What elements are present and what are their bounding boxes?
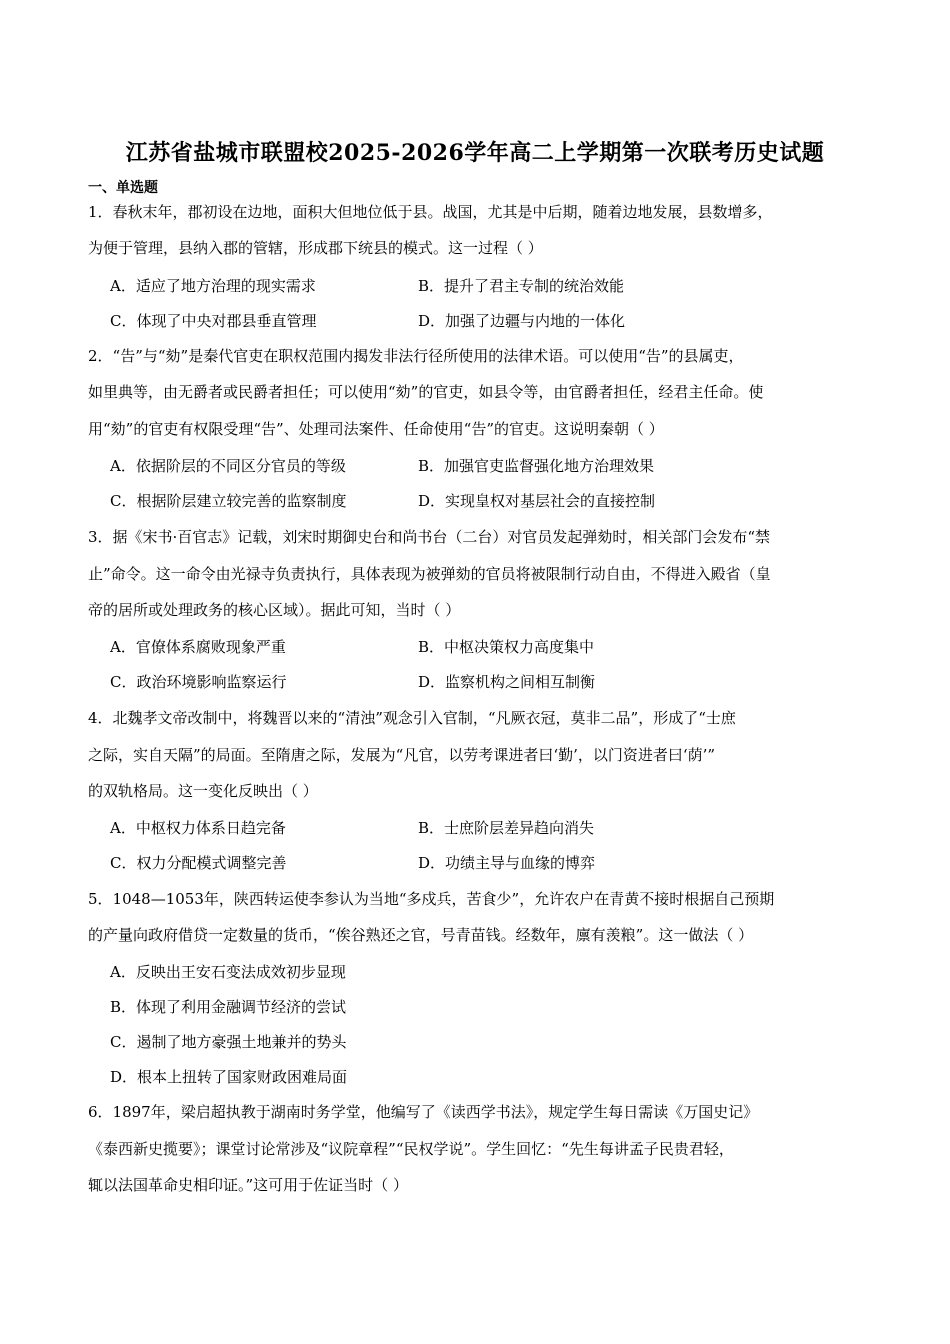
question-4-option-a: A．中枢权力体系日趋完备	[110, 819, 286, 837]
question-2-option-b: B．加强官吏监督强化地方治理效果	[418, 457, 655, 475]
question-4-line-1: 4．北魏孝文帝改制中，将魏晋以来的“清浊”观念引入官制，“凡厥衣冠，莫非二品”，形成了“士庶	[88, 709, 736, 727]
question-6-line-3: 辄以法国革命史相印证。”这可用于佐证当时（ ）	[88, 1176, 408, 1194]
question-6-line-2: 《泰西新史揽要》；课堂讨论常涉及“议院章程”“民权学说”。学生回忆：“先生每讲孟子民贵君轻，	[88, 1140, 734, 1158]
question-1-option-d: D．加强了边疆与内地的一体化	[418, 312, 626, 330]
question-2-line-3: 用“劾”的官吏有权限受理“告”、处理司法案件、任命使用“告”的官吏。这说明秦朝（ ）	[88, 420, 664, 438]
question-3-option-a: A．官僚体系腐败现象严重	[110, 638, 286, 656]
question-2-line-1: 2．“告”与“劾”是秦代官吏在职权范围内揭发非法行径所使用的法律术语。可以使用“告”的县属吏，	[88, 347, 744, 365]
question-5-line-1: 5．1048—1053年，陕西转运使李参认为当地“多戍兵，苦食少”，允许农户在青黄不接时根据自己预期	[88, 890, 775, 908]
question-4-option-c: C．权力分配模式调整完善	[110, 854, 287, 872]
question-2-line-2: 如里典等，由无爵者或民爵者担任；可以使用“劾”的官吏，如县令等，由官爵者担任，经君主任命。使	[88, 383, 764, 401]
question-4-option-d: D．功绩主导与血缘的博弈	[418, 854, 596, 872]
question-3-line-2: 止”命令。这一命令由光禄寺负责执行，具体表现为被弹劾的官员将被限制行动自由，不得进入殿省（皇	[88, 565, 771, 583]
question-5-line-2: 的产量向政府借贷一定数量的货币，“俟谷熟还之官，号青苗钱。经数年，廪有羡粮”。这一做法（ ）	[88, 926, 754, 944]
question-2-option-c: C．根据阶层建立较完善的监察制度	[110, 492, 347, 510]
exam-title: 江苏省盐城市联盟校2025-2026学年高二上学期第一次联考历史试题	[125, 140, 825, 166]
question-3-option-d: D．监察机构之间相互制衡	[418, 673, 596, 691]
question-1-line-1: 1．春秋末年，郡初设在边地，面积大但地位低于县。战国，尤其是中后期，随着边地发展，县数增多，	[88, 203, 773, 221]
question-2-option-a: A．依据阶层的不同区分官员的等级	[110, 457, 346, 475]
question-1-option-b: B．提升了君主专制的统治效能	[418, 277, 625, 295]
question-4-line-3: 的双轨格局。这一变化反映出（ ）	[88, 782, 318, 800]
question-3-line-3: 帝的居所或处理政务的核心区域）。据此可知，当时（ ）	[88, 601, 461, 619]
question-5-option-a: A．反映出王安石变法成效初步显现	[110, 963, 346, 981]
question-4-option-b: B．士庶阶层差异趋向消失	[418, 819, 595, 837]
question-1-line-2: 为便于管理，县纳入郡的管辖，形成郡下统县的模式。这一过程（ ）	[88, 239, 543, 257]
question-5-option-c: C．遏制了地方豪强土地兼并的势头	[110, 1033, 347, 1051]
question-1-option-c: C．体现了中央对郡县垂直管理	[110, 312, 317, 330]
question-3-option-c: C．政治环境影响监察运行	[110, 673, 287, 691]
question-3-option-b: B．中枢决策权力高度集中	[418, 638, 595, 656]
question-5-option-b: B．体现了利用金融调节经济的尝试	[110, 998, 347, 1016]
section-heading: 一、单选题	[88, 180, 158, 196]
question-3-line-1: 3．据《宋书·百官志》记载，刘宋时期御史台和尚书台（二台）对官员发起弹劾时，相关部门会发布“禁	[88, 528, 770, 546]
question-1-option-a: A．适应了地方治理的现实需求	[110, 277, 316, 295]
question-5-option-d: D．根本上扭转了国家财政困难局面	[110, 1068, 348, 1086]
question-4-line-2: 之际，实自天隔”的局面。至隋唐之际，发展为“凡官，以劳考课进者曰‘勤’，以门资进者曰‘荫’”	[88, 746, 716, 764]
question-2-option-d: D．实现皇权对基层社会的直接控制	[418, 492, 656, 510]
question-6-line-1: 6．1897年，梁启超执教于湖南时务学堂，他编写了《读西学书法》，规定学生每日需读《万国史记》	[88, 1103, 759, 1121]
